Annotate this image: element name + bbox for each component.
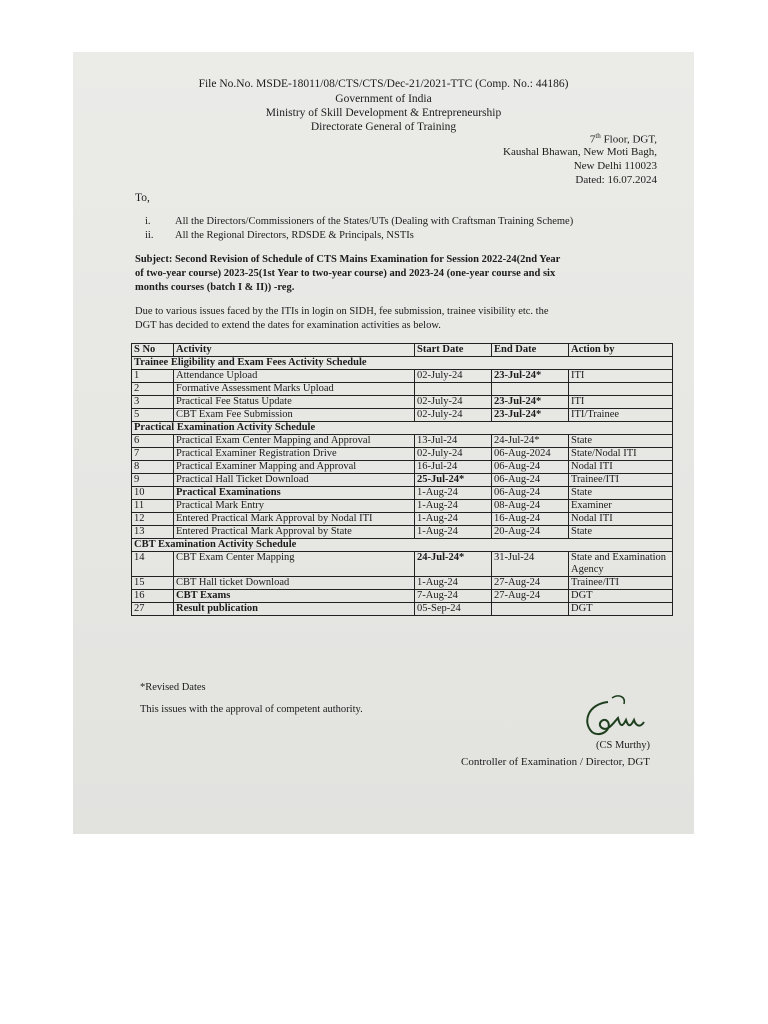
cell-sno: 6	[132, 435, 174, 448]
cell-activity: CBT Exam Center Mapping	[174, 552, 415, 577]
cell-end-date: 27-Aug-24	[492, 590, 569, 603]
cell-activity: Practical Mark Entry	[174, 500, 415, 513]
cell-action-by: DGT	[569, 603, 673, 616]
cell-start-date: 24-Jul-24*	[415, 552, 492, 577]
cell-sno: 27	[132, 603, 174, 616]
cell-end-date	[492, 383, 569, 396]
cell-action-by: ITI/Trainee	[569, 409, 673, 422]
government-line: Government of India	[335, 93, 432, 105]
ministry-line: Ministry of Skill Development & Entrepreneurship	[265, 107, 502, 119]
cell-start-date: 02-July-24	[415, 409, 492, 422]
subject-line-1: Subject: Second Revision of Schedule of CTS Mains Examination for Session 2022-24(2nd Year	[135, 254, 561, 265]
table-row	[132, 590, 673, 603]
cell-action-by: Nodal ITI	[569, 461, 673, 474]
cell-end-date: 23-Jul-24*	[492, 409, 569, 422]
signature-mark	[578, 692, 658, 742]
cell-activity: Attendance Upload	[174, 370, 415, 383]
table-row	[132, 500, 673, 513]
cell-sno: 14	[132, 552, 174, 577]
cell-end-date	[492, 603, 569, 616]
section-title: Practical Examination Activity Schedule	[132, 422, 673, 435]
cell-end-date: 06-Aug-24	[492, 461, 569, 474]
cell-start-date: 02-July-24	[415, 448, 492, 461]
cell-activity: Practical Fee Status Update	[174, 396, 415, 409]
cell-start-date: 7-Aug-24	[415, 590, 492, 603]
table-row	[132, 577, 673, 590]
signatory-designation: Controller of Examination / Director, DGT	[461, 756, 650, 768]
cell-start-date: 1-Aug-24	[415, 487, 492, 500]
revised-dates-note: *Revised Dates	[140, 682, 206, 693]
header-activity: Activity	[174, 344, 415, 357]
cell-start-date: 02-July-24	[415, 396, 492, 409]
cell-action-by: State	[569, 435, 673, 448]
table-row	[132, 370, 673, 383]
cell-end-date: 31-Jul-24	[492, 552, 569, 577]
cell-sno: 1	[132, 370, 174, 383]
cell-action-by: ITI	[569, 370, 673, 383]
cell-end-date: 27-Aug-24	[492, 577, 569, 590]
cell-start-date: 1-Aug-24	[415, 513, 492, 526]
table-row	[132, 409, 673, 422]
cell-end-date: 23-Jul-24*	[492, 396, 569, 409]
cell-end-date: 08-Aug-24	[492, 500, 569, 513]
cell-action-by: Trainee/ITI	[569, 474, 673, 487]
table-row	[132, 435, 673, 448]
cell-end-date: 23-Jul-24*	[492, 370, 569, 383]
schedule-table	[131, 343, 673, 616]
cell-activity: CBT Hall ticket Download	[174, 577, 415, 590]
subject-line-3: months courses (batch I & II)) -reg.	[135, 282, 295, 293]
schedule-table-body	[132, 357, 673, 616]
cell-start-date: 02-July-24	[415, 370, 492, 383]
table-row	[132, 552, 673, 577]
to-label: To,	[135, 192, 150, 204]
cell-end-date: 06-Aug-24	[492, 474, 569, 487]
table-section-row	[132, 422, 673, 435]
table-section-row	[132, 357, 673, 370]
cell-end-date: 06-Aug-2024	[492, 448, 569, 461]
cell-end-date: 16-Aug-24	[492, 513, 569, 526]
cell-sno: 10	[132, 487, 174, 500]
table-row	[132, 474, 673, 487]
subject-line-2: of two-year course) 2023-25(1st Year to two-year course) and 2023-24 (one-year course and six	[135, 268, 556, 279]
cell-sno: 15	[132, 577, 174, 590]
table-row	[132, 396, 673, 409]
recipient-num-2: ii.	[145, 230, 154, 241]
cell-start-date: 25-Jul-24*	[415, 474, 492, 487]
cell-action-by: ITI	[569, 396, 673, 409]
cell-start-date: 1-Aug-24	[415, 577, 492, 590]
dated-line: Dated: 16.07.2024	[575, 174, 657, 186]
cell-activity: Entered Practical Mark Approval by State	[174, 526, 415, 539]
cell-activity: CBT Exam Fee Submission	[174, 409, 415, 422]
header-end-date: End Date	[492, 344, 569, 357]
address-line-3: New Delhi 110023	[573, 160, 657, 172]
cell-sno: 3	[132, 396, 174, 409]
table-header-row	[132, 344, 673, 357]
table-section-row	[132, 539, 673, 552]
cell-sno: 5	[132, 409, 174, 422]
table-row	[132, 383, 673, 396]
cell-activity: Practical Examiner Mapping and Approval	[174, 461, 415, 474]
cell-end-date: 20-Aug-24	[492, 526, 569, 539]
cell-action-by: State	[569, 487, 673, 500]
recipient-text-2: All the Regional Directors, RDSDE & Principals, NSTIs	[175, 230, 414, 241]
signatory-name: (CS Murthy)	[596, 740, 650, 751]
cell-sno: 7	[132, 448, 174, 461]
cell-action-by: Nodal ITI	[569, 513, 673, 526]
approval-text: This issues with the approval of competent authority.	[140, 704, 363, 715]
table-row	[132, 513, 673, 526]
cell-activity: Entered Practical Mark Approval by Nodal ITI	[174, 513, 415, 526]
file-number: File No.No. MSDE-18011/08/CTS/CTS/Dec-21/2021-TTC (Comp. No.: 44186)	[198, 78, 569, 90]
cell-activity: Formative Assessment Marks Upload	[174, 383, 415, 396]
cell-sno: 9	[132, 474, 174, 487]
table-row	[132, 461, 673, 474]
cell-action-by: Trainee/ITI	[569, 577, 673, 590]
table-row	[132, 603, 673, 616]
cell-action-by: Examiner	[569, 500, 673, 513]
cell-action-by: DGT	[569, 590, 673, 603]
cell-sno: 11	[132, 500, 174, 513]
cell-start-date: 13-Jul-24	[415, 435, 492, 448]
cell-activity: Result publication	[174, 603, 415, 616]
cell-sno: 16	[132, 590, 174, 603]
cell-start-date: 16-Jul-24	[415, 461, 492, 474]
table-row	[132, 526, 673, 539]
section-title: Trainee Eligibility and Exam Fees Activity Schedule	[132, 357, 673, 370]
cell-activity: Practical Examinations	[174, 487, 415, 500]
cell-action-by: State and Examination Agency	[569, 552, 673, 577]
body-line-1: Due to various issues faced by the ITIs in login on SIDH, fee submission, trainee visibility etc. the	[135, 306, 549, 317]
cell-activity: CBT Exams	[174, 590, 415, 603]
cell-sno: 2	[132, 383, 174, 396]
cell-start-date: 1-Aug-24	[415, 526, 492, 539]
cell-action-by: State/Nodal ITI	[569, 448, 673, 461]
cell-action-by: State	[569, 526, 673, 539]
recipient-text-1: All the Directors/Commissioners of the States/UTs (Dealing with Craftsman Training Scheme)	[175, 216, 574, 227]
cell-activity: Practical Hall Ticket Download	[174, 474, 415, 487]
cell-action-by	[569, 383, 673, 396]
cell-activity: Practical Exam Center Mapping and Approval	[174, 435, 415, 448]
table-row	[132, 448, 673, 461]
document-page	[73, 52, 694, 834]
cell-start-date	[415, 383, 492, 396]
header-sno: S No	[132, 344, 174, 357]
table-row	[132, 487, 673, 500]
body-line-2: DGT has decided to extend the dates for examination activities as below.	[135, 320, 441, 331]
header-start-date: Start Date	[415, 344, 492, 357]
directorate-line: Directorate General of Training	[310, 121, 457, 133]
cell-activity: Practical Examiner Registration Drive	[174, 448, 415, 461]
recipient-num-1: i.	[145, 216, 151, 227]
cell-end-date: 24-Jul-24*	[492, 435, 569, 448]
cell-start-date: 1-Aug-24	[415, 500, 492, 513]
cell-end-date: 06-Aug-24	[492, 487, 569, 500]
cell-sno: 8	[132, 461, 174, 474]
address-line-2: Kaushal Bhawan, New Moti Bagh,	[503, 146, 657, 158]
cell-sno: 13	[132, 526, 174, 539]
section-title: CBT Examination Activity Schedule	[132, 539, 673, 552]
address-line-1: 7th Floor, DGT,	[589, 132, 657, 146]
header-action-by: Action by	[569, 344, 673, 357]
cell-sno: 12	[132, 513, 174, 526]
cell-start-date: 05-Sep-24	[415, 603, 492, 616]
